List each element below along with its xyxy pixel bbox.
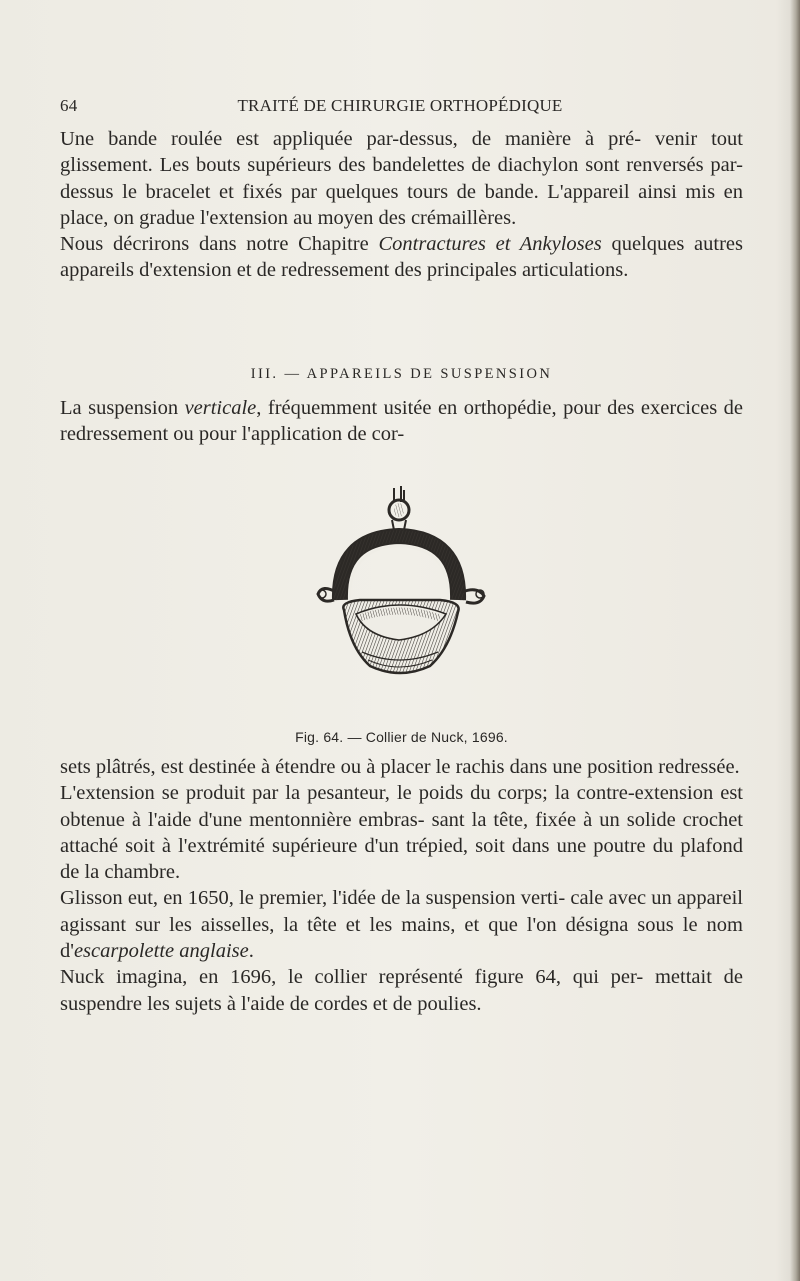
- running-header: [60, 96, 740, 120]
- page-edge-shadow: [790, 0, 800, 1281]
- text-line: venir tout glissement. Les bouts supérieurs des bandelettes de: [60, 128, 743, 177]
- paragraph: [60, 885, 743, 964]
- text-line: chambre.: [104, 861, 181, 884]
- paragraph: [60, 395, 743, 448]
- text-line: mains, et que l'on désigna sous le nom d': [60, 913, 744, 963]
- figure-caption: Fig. 64. — Collier de Nuck, 1696.: [295, 729, 508, 745]
- text-line: position redressée.: [587, 756, 740, 778]
- text-line: principales articulations.: [426, 259, 629, 282]
- paragraph: [60, 780, 743, 885]
- text-line: l'extension au moyen des crémaillères.: [200, 206, 517, 229]
- text-line: pour des exercices de redressement ou pour l'application de cor-: [60, 397, 743, 446]
- section-heading: III. — APPAREILS DE SUSPENSION: [250, 366, 553, 382]
- text-line: Nous décrirons dans notre Chapitre: [60, 233, 379, 256]
- text-line: quelques tours de bande. L'appareil ainsi mis en place, on gradue: [60, 180, 743, 229]
- text-line: quelques autres appareils d'extension et de redressement des: [60, 233, 744, 282]
- paragraph: [60, 964, 743, 1017]
- italic-title: Contractures et Ankyloses: [378, 233, 602, 256]
- text-line: sant la tête, fixée à un solide crochet attaché soit à l'extrémité: [60, 808, 744, 857]
- text-line: sets plâtrés, est destinée à étendre ou à placer le rachis dans une: [60, 756, 582, 778]
- text-line: La suspension: [60, 397, 185, 419]
- text-line: Une bande roulée est appliquée par-dessus, de manière à pré-: [60, 128, 642, 150]
- paragraph: [60, 126, 743, 231]
- italic-phrase: escarpolette anglaise: [73, 940, 249, 963]
- text-line: L'extension se produit par la pesanteur, le poids du corps; la: [60, 782, 570, 805]
- text-line: .: [248, 940, 254, 963]
- text-line: , fréquemment usitée en orthopédie,: [256, 397, 557, 419]
- figure-collar-illustration: [300, 480, 500, 725]
- text-line: Nuck imagina, en 1696, le collier représenté figure 64, qui per-: [60, 966, 644, 989]
- text-line: diachylon sont renversés par-dessus le bracelet et fixés par: [60, 154, 744, 203]
- text-line: cale avec un appareil agissant sur les aisselles, la tête et les: [60, 887, 744, 936]
- text-block-top: [60, 126, 743, 284]
- paragraph: [60, 754, 743, 780]
- text-line: supérieure d'un trépied, soit dans une poutre du plafond de la: [60, 834, 743, 884]
- text-block-bottom: [60, 754, 743, 1017]
- italic-word: verticale: [184, 397, 257, 419]
- text-line: Glisson eut, en 1650, le premier, l'idée de la suspension verti-: [60, 887, 566, 910]
- collar-engraving: [300, 480, 500, 725]
- text-block-middle: [60, 395, 743, 448]
- running-title: TRAITÉ DE CHIRURGIE ORTHOPÉDIQUE: [237, 96, 563, 115]
- paragraph: [60, 231, 743, 284]
- text-line: contre-extension est obtenue à l'aide d'une mentonnière embras-: [60, 782, 744, 831]
- page-number: 64: [60, 96, 78, 115]
- text-line: mettait de suspendre les sujets à l'aide de cordes et de poulies.: [60, 966, 744, 1015]
